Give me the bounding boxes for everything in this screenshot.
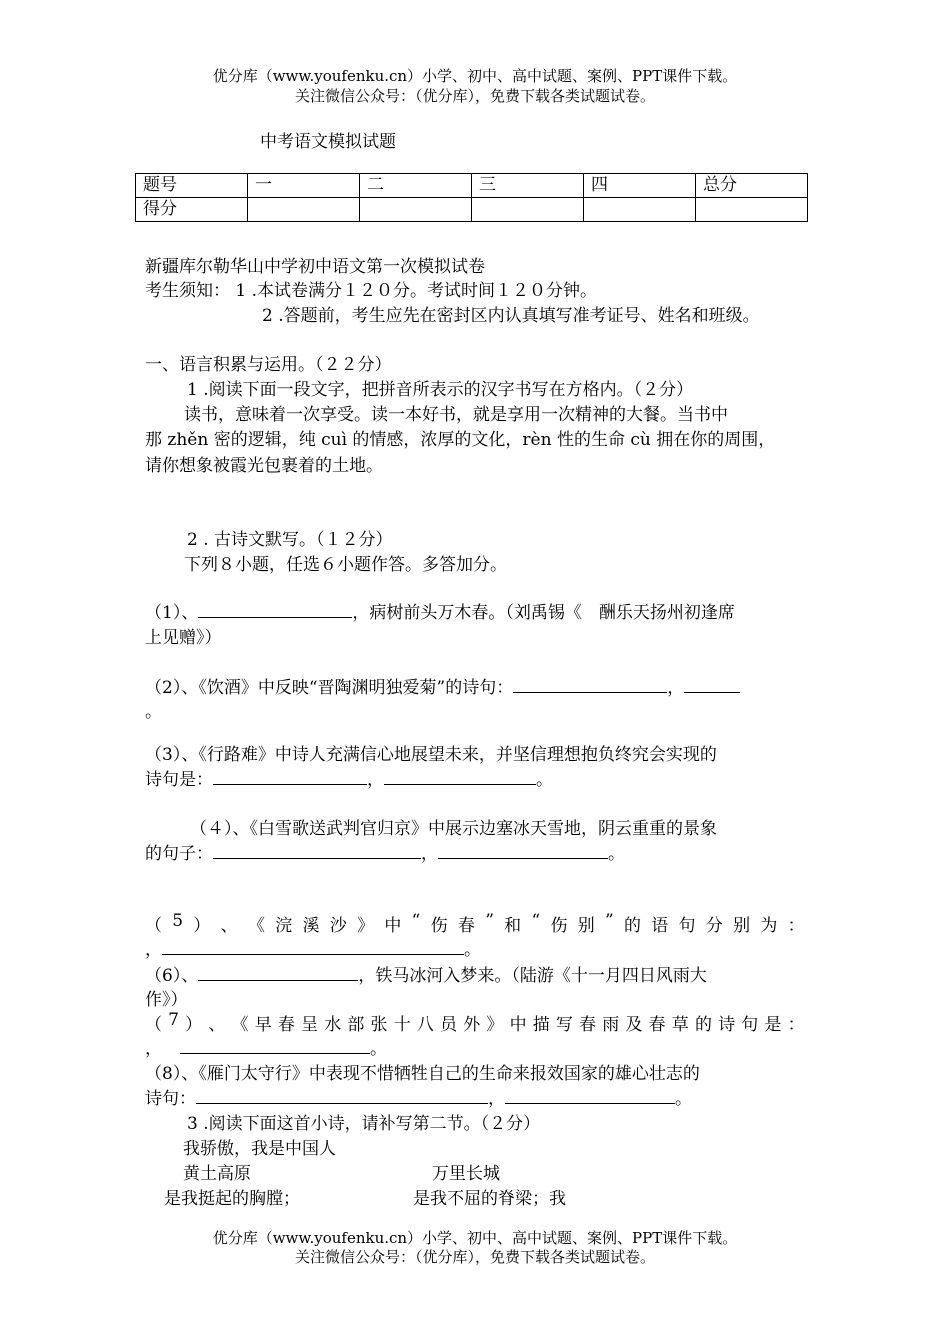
char: 中 [509,1015,527,1035]
char: 7 [168,1010,179,1030]
q2-item-6 [145,961,707,986]
char: 《 [231,1015,249,1035]
q2-instructions: 下列８小题，任选６小题作答。多答加分。 [184,555,507,575]
q2-item-8 [145,1084,692,1109]
q2-item-4 [145,839,625,864]
char: 溪 [302,916,320,936]
table-cell: 总分 [696,174,808,198]
answer-blank[interactable] [438,857,608,859]
q1-passage-line-2: 那 zhěn 密的逻辑，纯 cuì 的情感，浓厚的文化，rèn 性的生命 cù 拥在你的周围， [145,430,776,450]
char: 水 [324,1015,342,1035]
item-text: ， [421,844,438,864]
item-text: （2）、《饮酒》中反映“晋陶渊明独爱菊”的诗句： [145,678,514,698]
q3-poem-line-2b: 万里长城 [432,1164,500,1184]
item-text: ， [367,770,384,790]
item-text: （1）、 [145,603,199,623]
item-text: ， [145,940,162,960]
char: 为 [760,916,778,936]
char: 沙 [329,916,347,936]
char: 描 [532,1015,550,1035]
q2-item-2-end: 。 [145,702,162,722]
char: 》 [486,1015,504,1035]
q1-passage-line-3: 请你想象被霞光包裹着的土地。 [145,456,383,476]
answer-blank[interactable] [180,1052,370,1054]
char: 句 [741,1015,759,1035]
q3-poem-line-2a: 黄土高原 [183,1164,251,1184]
q3-poem-line-3a: 是我挺起的胸膛； [164,1189,300,1209]
q3-poem-line-1: 我骄傲，我是中国人 [183,1139,336,1159]
char: ” [605,911,614,931]
char: “ [531,911,541,931]
score-cell[interactable] [360,198,472,222]
score-cell[interactable] [584,198,696,222]
item-text: ， [488,1089,505,1109]
item-text: 。 [370,1039,387,1059]
answer-blank[interactable] [162,953,464,955]
char: 的 [623,916,641,936]
answer-blank[interactable] [213,783,367,785]
char: 《 [247,916,265,936]
char: 外 [463,1015,481,1035]
answer-blank[interactable] [384,783,536,785]
char: 是 [764,1015,782,1035]
char: 和 [504,916,522,936]
char: 的 [694,1015,712,1035]
char: 伤 [550,916,568,936]
char: 春 [579,1015,597,1035]
footer-line-1: 优分库（www.youfenku.cn）小学、初中、高中试题、案例、PPT课件下载。 [212,1229,738,1247]
section-1-title: 一、语言积累与运用。（２２分） [145,355,392,375]
char: 早 [254,1015,272,1035]
score-table-score-row [136,198,808,222]
char: 雨 [602,1015,620,1035]
answer-blank[interactable] [196,1102,488,1104]
char: 、 [208,1015,226,1035]
char: 春 [648,1015,666,1035]
char: 分 [705,916,723,936]
exam-title: 新疆库尔勒华山中学初中语文第一次模拟试卷 [145,257,485,277]
char: 5 [172,911,184,931]
q1-passage-line-1: 读书，意味着一次享受。读一本好书，就是享用一次精神的大餐。当书中 [184,405,728,425]
char: 诗 [718,1015,736,1035]
char: 浣 [275,916,293,936]
char: 语 [651,916,669,936]
item-text: 。 [675,1089,692,1109]
char: 张 [370,1015,388,1035]
item-text: 。 [536,770,553,790]
q3-poem-line-3b: 是我不屈的脊梁；我 [413,1189,566,1209]
q2-item-8-line-1: （8）、《雁门太守行》中表现不惜牺牲自己的生命来报效国家的雄心壮志的 [145,1064,700,1084]
answer-blank[interactable] [684,691,740,693]
answer-blank[interactable] [513,691,667,693]
item-text: ，铁马冰河入梦来。（陆游《十一月四日风雨大 [358,966,707,986]
q2-item-3 [145,765,553,790]
char: ） [193,916,211,936]
char: （ [145,1015,162,1035]
notice-2: 2 .答题前，考生应先在密封区内认真填写准考证号、姓名和班级。 [262,306,760,326]
char: ： [787,916,805,936]
char: “ [411,911,421,931]
q2-item-7-line-1 [145,1010,805,1035]
score-table-header-row [136,174,808,198]
q2-item-6-line-2: 作》） [145,990,188,1010]
char: ） [185,1015,203,1035]
char: 春 [457,916,475,936]
score-table [135,173,808,222]
char: （ [145,916,162,936]
header-line-2: 关注微信公众号：（优分库），免费下载各类试题试卷。 [294,87,655,105]
table-cell: 三 [472,174,584,198]
answer-blank[interactable] [505,1102,675,1104]
item-text: ， [145,1039,162,1059]
notice-1: 考生须知： 1 .本试卷满分１２０分。考试时间１２０分钟。 [145,281,598,301]
q2-item-5-line-1 [145,911,805,936]
char: ： [787,1015,805,1035]
q2-item-3-line-1: （3）、《行路难》中诗人充满信心地展望未来，并坚信理想抱负终究会实现的 [145,745,717,765]
footer-line-2: 关注微信公众号：（优分库），免费下载各类试题试卷。 [294,1248,655,1266]
item-text: 的句子： [145,844,213,864]
item-text: 诗句是： [145,770,213,790]
q2-item-5-line-2 [145,935,481,960]
q3-title: 3 .阅读下面这首小诗，请补写第二节。（２分） [187,1114,541,1134]
char: 句 [678,916,696,936]
q2-item-1 [145,598,735,623]
q2-item-7-line-2 [145,1034,387,1059]
header-line-1: 优分库（www.youfenku.cn）小学、初中、高中试题、案例、PPT课件下载。 [212,67,738,85]
q2-item-1-line-2: 上见赠》） [145,628,222,648]
item-text: 。 [608,844,625,864]
item-text: （6）、 [145,966,199,986]
score-cell[interactable] [696,198,808,222]
char: 春 [277,1015,295,1035]
table-cell: 得分 [136,198,248,222]
char: 别 [577,916,595,936]
char: 中 [384,916,402,936]
answer-blank[interactable] [213,857,421,859]
doc-title: 中考语文模拟试题 [260,132,396,152]
table-cell: 四 [584,174,696,198]
table-cell: 一 [248,174,360,198]
score-cell[interactable] [248,198,360,222]
item-text: ， [667,678,685,698]
char: 》 [357,916,375,936]
char: 、 [220,916,238,936]
char: 写 [555,1015,573,1035]
answer-blank[interactable] [198,979,358,981]
table-cell: 二 [360,174,472,198]
score-cell[interactable] [472,198,584,222]
item-text: 诗句： [145,1089,196,1109]
table-cell: 题号 [136,174,248,198]
item-text: 。 [464,940,481,960]
char: 别 [733,916,751,936]
item-text: ，病树前头万木春。（刘禹锡《 酬乐天扬州初逢席 [352,603,735,623]
char: 草 [671,1015,689,1035]
q1-title: 1 .阅读下面一段文字，把拼音所表示的汉字书写在方格内。（２分） [187,380,694,400]
q2-item-4-line-1: （４）、《白雪歌送武判官归京》中展示边塞冰天雪地，阴云重重的景象 [190,819,717,839]
char: 呈 [301,1015,319,1035]
char: 十 [393,1015,411,1035]
char: 员 [440,1015,458,1035]
char: ” [485,911,494,931]
q2-title: 2 . 古诗文默写。（１２分） [187,530,393,550]
answer-blank[interactable] [198,616,352,618]
char: 及 [625,1015,643,1035]
char: 八 [416,1015,434,1035]
char: 伤 [430,916,448,936]
q2-item-2 [145,673,740,698]
char: 部 [347,1015,365,1035]
